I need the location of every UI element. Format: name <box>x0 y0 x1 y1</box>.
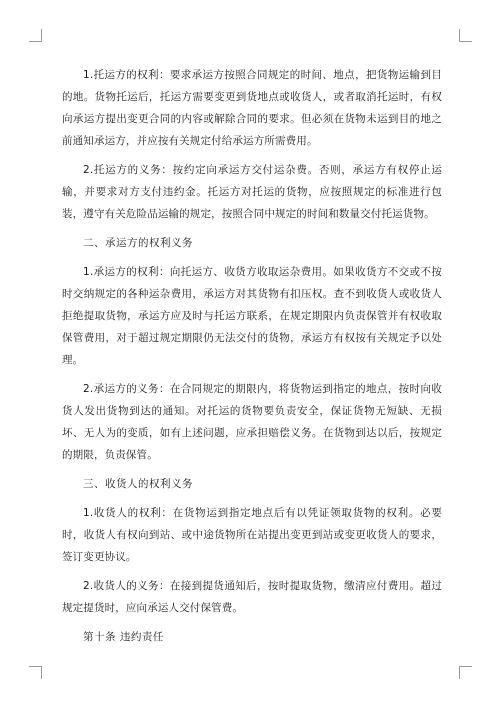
paragraph-consignee-obligations: 2.收货人的义务：在接到提货通知后，按时提取货物，缴清应付费用。超过规定提货时，应向承运人交付保管费。 <box>62 580 442 614</box>
crop-mark-top-left <box>29 29 42 42</box>
article-heading-liability: 第十条 违约责任 <box>83 631 164 643</box>
document-body <box>62 64 442 648</box>
paragraph-shipper-obligations: 2.托运方的义务：按约定向承运方交付运杂费。否则，承运方有权停止运输，并要求对方支付违约金。托运方对托运的货物，应按照规定的标准进行包装，遵守有关危险品运输的规定，按照合同中规定的时间和数量交付托运货物。 <box>62 164 442 220</box>
paragraph-carrier-rights: 1.承运方的权利：向托运方、收货方收取运杂费用。如果收货方不交或不按时交纳规定的各种运杂费用，承运方对其货物有扣压权。查不到收货人或收货人拒绝提取货物，承运方应及时与托运方联系，在规定期限内负责保管并有权收取保管费用，对于超过规定期限仍无法交付的货物，承运方有权按有关规定予以处理。 <box>62 266 442 366</box>
crop-mark-bottom-left <box>29 666 42 679</box>
section-heading-consignee: 三、收货人的权利义务 <box>83 478 193 490</box>
paragraph-carrier-obligations: 2.承运方的义务：在合同规定的期限内，将货物运到指定的地点，按时向收货人发出货物到达的通知。对托运的货物要负责安全，保证货物无短缺、无损坏、无人为的变质，如有上述问题，应承担赔偿义务。在货物到达以后，按规定的期限，负责保管。 <box>62 383 442 461</box>
section-heading-carrier: 二、承运方的权利义务 <box>83 237 193 249</box>
crop-mark-top-right <box>459 29 472 42</box>
paragraph-shipper-rights: 1.托运方的权利：要求承运方按照合同规定的时间、地点，把货物运输到目的地。货物托运后，托运方需要变更到货地点或收货人，或者取消托运时，有权向承运方提出变更合同的内容或解除合同的要求。但必须在货物未运到目的地之前通知承运方，并应按有关规定付给承运方所需费用。 <box>62 69 442 147</box>
crop-mark-bottom-right <box>459 666 472 679</box>
paragraph-consignee-rights: 1.收货人的权利：在货物运到指定地点后有以凭证领取货物的权利。必要时，收货人有权向到站、或中途货物所在站提出变更到站或变更收货人的要求，签订变更协议。 <box>62 507 442 563</box>
